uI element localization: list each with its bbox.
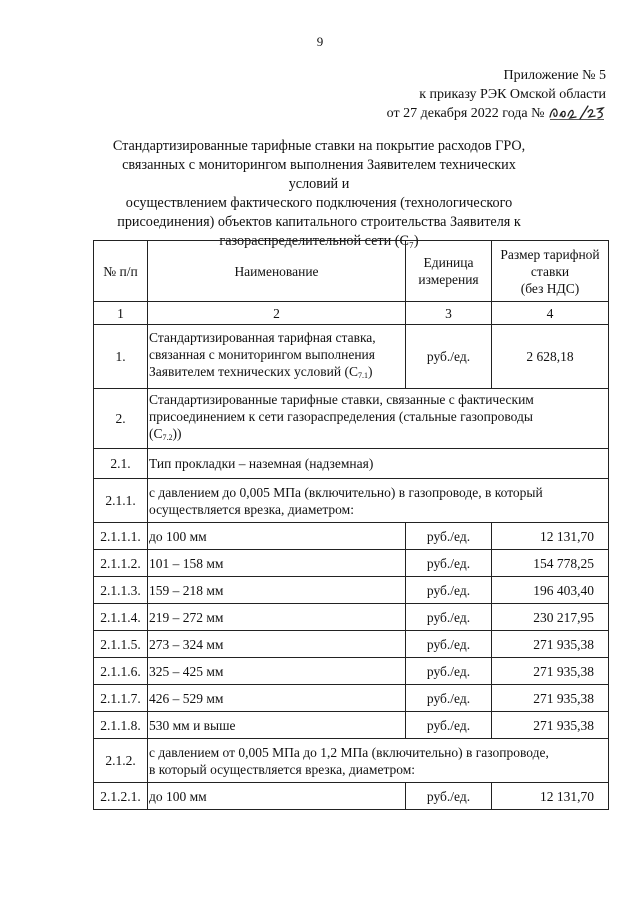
row-1-name-end: ) xyxy=(367,364,373,379)
header-name: Наименование xyxy=(148,241,406,302)
row-unit: руб./ед. xyxy=(406,523,492,550)
row-name: 219 – 272 мм xyxy=(148,604,406,631)
row-name: 426 – 529 мм xyxy=(148,685,406,712)
row-2-1-2-num: 2.1.2. xyxy=(94,739,148,783)
row-2-1-2-name-line-2: в который осуществляется врезка, диаметром: xyxy=(149,761,416,777)
row-1-name-line-1: Стандартизированная тарифная ставка, xyxy=(149,330,376,345)
row-1-name-line-3-text: Заявителем технических условий (С xyxy=(149,364,358,379)
row-name: 325 – 425 мм xyxy=(148,658,406,685)
row-1-rate: 2 628,18 xyxy=(492,325,609,389)
table-row xyxy=(94,325,609,389)
row-num: 2.1.1.5. xyxy=(94,631,148,658)
row-2-1-1-name-line-1: с давлением до 0,005 МПа (включительно) в газопроводе, в который xyxy=(149,484,543,500)
row-rate: 12 131,70 xyxy=(492,783,609,810)
table-row xyxy=(94,739,609,783)
col-index-1: 1 xyxy=(94,302,148,325)
table-row xyxy=(94,389,609,449)
table-row xyxy=(94,631,609,658)
table-row xyxy=(94,712,609,739)
title-line-5: газораспределительной сети (С₇) xyxy=(219,233,419,249)
row-1-name-subscript: 7.1 xyxy=(357,371,368,380)
page-number: 9 xyxy=(316,34,324,49)
row-rate: 271 935,38 xyxy=(492,712,609,739)
row-num: 2.1.1.6. xyxy=(94,658,148,685)
row-name: 273 – 324 мм xyxy=(148,631,406,658)
row-rate: 271 935,38 xyxy=(492,658,609,685)
table-row xyxy=(94,658,609,685)
appendix-date-text: от 27 декабря 2022 года № xyxy=(386,106,548,121)
title-line-2: связанных с мониторингом выполнения Заявителем технических условий и xyxy=(122,157,516,192)
tariff-table xyxy=(93,240,609,810)
row-2-name-end: )) xyxy=(172,426,182,441)
header-rate xyxy=(492,241,609,302)
header-unit xyxy=(406,241,492,302)
row-1-num: 1. xyxy=(94,325,148,389)
row-2-1-name: Тип прокладки – наземная (надземная) xyxy=(148,449,609,479)
row-2-name xyxy=(148,389,609,449)
row-rate: 154 778,25 xyxy=(492,550,609,577)
title-line-4: присоединения) объектов капитального строительства Заявителя к xyxy=(117,214,521,230)
row-name: 101 – 158 мм xyxy=(148,550,406,577)
row-rate: 196 403,40 xyxy=(492,577,609,604)
row-2-1-1-name-line-2: осуществляется врезка, диаметром: xyxy=(149,501,354,517)
row-2-name-line-3 xyxy=(149,425,607,446)
table-row xyxy=(94,604,609,631)
table-row xyxy=(94,685,609,712)
row-num: 2.1.1.1. xyxy=(94,523,148,550)
title-line-3: осуществлением фактического подключения (технологического xyxy=(125,195,513,211)
row-num: 2.1.2.1. xyxy=(94,783,148,810)
title-line-1: Стандартизированные тарифные ставки на покрытие расходов ГРО, xyxy=(112,138,526,154)
row-1-name-line-3 xyxy=(149,363,404,384)
row-2-1-num: 2.1. xyxy=(94,449,148,479)
row-name: до 100 мм xyxy=(148,523,406,550)
row-unit: руб./ед. xyxy=(406,658,492,685)
table-header-row xyxy=(94,241,609,302)
row-name: 159 – 218 мм xyxy=(148,577,406,604)
document-title xyxy=(96,137,542,251)
header-rate-line-3: (без НДС) xyxy=(520,280,580,296)
table-row xyxy=(94,523,609,550)
row-2-1-2-name-line-1: с давлением от 0,005 МПа до 1,2 МПа (включительно) в газопроводе, xyxy=(149,744,549,760)
header-unit-line-2: измерения xyxy=(418,272,479,287)
table-row xyxy=(94,479,609,523)
appendix-title: Приложение № 5 xyxy=(503,68,606,83)
handwritten-order-number xyxy=(548,104,606,120)
row-unit: руб./ед. xyxy=(406,712,492,739)
row-2-name-line-2: присоединением к сети газораспределения (стальные газопроводы xyxy=(149,409,533,424)
row-rate: 230 217,95 xyxy=(492,604,609,631)
row-name: до 100 мм xyxy=(148,783,406,810)
col-index-4: 4 xyxy=(492,302,609,325)
row-unit: руб./ед. xyxy=(406,631,492,658)
row-rate: 271 935,38 xyxy=(492,631,609,658)
appendix-header xyxy=(306,66,606,123)
table-row xyxy=(94,550,609,577)
row-2-1-2-name xyxy=(148,739,609,783)
row-2-name-line-3-text: (С xyxy=(149,426,163,441)
header-num: № п/п xyxy=(94,241,148,302)
row-2-name-subscript: 7.2 xyxy=(162,433,173,442)
row-num: 2.1.1.7. xyxy=(94,685,148,712)
table-row xyxy=(94,783,609,810)
table-row xyxy=(94,449,609,479)
row-unit: руб./ед. xyxy=(406,685,492,712)
header-rate-line-1: Размер тарифной xyxy=(500,246,600,262)
row-unit: руб./ед. xyxy=(406,577,492,604)
col-index-2: 2 xyxy=(148,302,406,325)
row-2-name-line-1: Стандартизированные тарифные ставки, связанные с фактическим xyxy=(149,392,534,407)
row-1-name xyxy=(148,325,406,389)
appendix-order-ref: к приказу РЭК Омской области xyxy=(419,87,606,102)
row-1-unit: руб./ед. xyxy=(406,325,492,389)
row-num: 2.1.1.4. xyxy=(94,604,148,631)
row-2-1-1-num: 2.1.1. xyxy=(94,479,148,523)
row-num: 2.1.1.8. xyxy=(94,712,148,739)
row-unit: руб./ед. xyxy=(406,604,492,631)
row-unit: руб./ед. xyxy=(406,783,492,810)
row-2-1-1-name xyxy=(148,479,609,523)
column-index-row xyxy=(94,302,609,325)
row-name: 530 мм и выше xyxy=(148,712,406,739)
table-row xyxy=(94,577,609,604)
row-unit: руб./ед. xyxy=(406,550,492,577)
appendix-order-date xyxy=(306,104,606,123)
row-rate: 271 935,38 xyxy=(492,685,609,712)
row-num: 2.1.1.3. xyxy=(94,577,148,604)
header-unit-line-1: Единица xyxy=(423,255,474,270)
col-index-3: 3 xyxy=(406,302,492,325)
row-num: 2.1.1.2. xyxy=(94,550,148,577)
row-1-name-line-2: связанная с мониторингом выполнения xyxy=(149,347,375,362)
row-2-num: 2. xyxy=(94,389,148,449)
header-rate-line-2: ставки xyxy=(530,263,570,279)
row-rate: 12 131,70 xyxy=(492,523,609,550)
